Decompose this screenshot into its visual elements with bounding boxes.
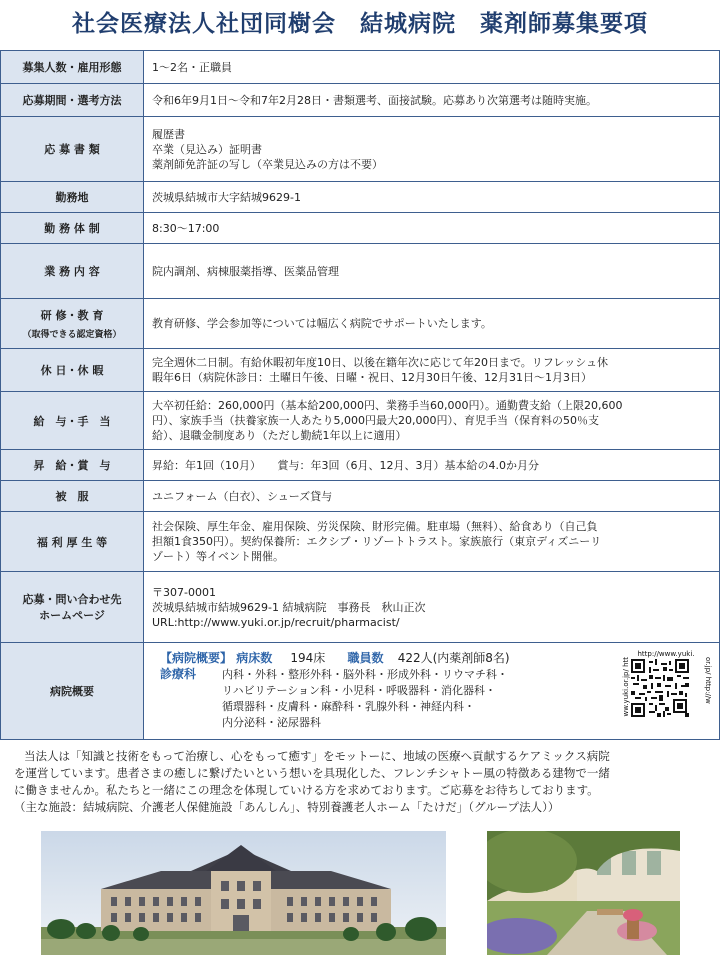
- table-row: [1, 84, 720, 117]
- table-row: [1, 182, 720, 213]
- beds-value: 194床: [290, 651, 326, 665]
- row-value: 履歴書 卒業（見込み）証明書 薬剤師免許証の写し（卒業見込みの方は不要）: [144, 117, 720, 182]
- staff-label: 職員数: [347, 651, 384, 665]
- contact-address: 茨城県結城市結城9629-1 結城病院 事務長 秋山正次: [152, 600, 426, 614]
- qr-url-top: http://www.yuki.: [637, 650, 695, 658]
- garden-photo: [487, 831, 680, 955]
- table-row: [1, 117, 720, 182]
- contact-label: 応募・問い合わせ先: [22, 593, 122, 606]
- staff-value: 422人(内薬剤師8名): [397, 651, 510, 665]
- row-value: 院内調剤、病棟服薬指導、医薬品管理: [144, 244, 720, 299]
- beds-label: 病床数: [236, 651, 273, 665]
- row-value: 大卒初任給：260,000円（基本給200,000円、業務手当60,000円）。通勤費支給（上限20,600 円）、家族手当（扶養家族一人あたり5,000円最大20,000円）、育児手当（保育料の50％支 給）、退職金制度あり（ただし勤続1年以上に適用）: [144, 392, 720, 450]
- row-value: 1〜2名・正職員: [144, 51, 720, 84]
- overview-heading: 【病院概要】: [160, 651, 233, 665]
- row-label: 勤務地: [1, 182, 144, 213]
- recruitment-table: [0, 50, 720, 740]
- row-label: 業 務 内 容: [1, 244, 144, 299]
- row-label: [1, 299, 144, 349]
- qr-block: [617, 647, 715, 735]
- department-list: 内科・外科・整形外科・脳外科・形成外科・リウマチ科・ リハビリテーション科・小児科・呼吸器科・消化器科・ 循環器科・皮膚科・麻酔科・乳腺外科・神経内科・ 内分泌科・泌尿器科: [222, 668, 508, 729]
- row-label-main: 研 修・教 育: [40, 309, 104, 322]
- qr-url-right: or.jp/ http://w: [704, 657, 712, 704]
- row-label: 勤 務 体 制: [1, 213, 144, 244]
- table-row: [1, 392, 720, 450]
- row-label: 病院概要: [1, 643, 144, 740]
- row-label: 応募期間・選考方法: [1, 84, 144, 117]
- table-row: [1, 299, 720, 349]
- row-label: 給 与・手 当: [1, 392, 144, 450]
- intro-text: 当法人は「知識と技術をもって治療し、心をもって癒す」をモットーに、地域の医療へ貢献するケアミックス病院 を運営しています。患者さまの癒しに繋げたいという想いを具現化した、フレンチシャトー風の特徴ある建物で一緒 に働きませんか。私たちと一緒にこの理念を体現していける方を求めております。ご応募をお待ちしております。 （主な施設：結城病院、介護老人保健施設「あんしん」、特別養護老人ホーム「たけだ」（グループ法人））: [14, 749, 610, 814]
- row-label: 被 服: [1, 481, 144, 512]
- table-row: [1, 512, 720, 572]
- table-row: [1, 51, 720, 84]
- department-label: 診療科: [160, 667, 197, 681]
- row-label: 応 募 書 類: [1, 117, 144, 182]
- row-value: [144, 572, 720, 643]
- row-label: 募集人数・雇用形態: [1, 51, 144, 84]
- table-row: [1, 572, 720, 643]
- row-value: 教育研修、学会参加等については幅広く病院でサポートいたします。: [144, 299, 720, 349]
- postal-code: 〒307-0001: [152, 585, 216, 599]
- row-value: ユニフォーム（白衣）、シューズ貸与: [144, 481, 720, 512]
- row-label: 昇 給・賞 与: [1, 450, 144, 481]
- hospital-overview: [144, 643, 720, 740]
- table-row: [1, 450, 720, 481]
- row-label: 休 日・休 暇: [1, 349, 144, 392]
- row-value: 完全週休二日制。有給休暇初年度10日、以後在籍年次に応じて年20日まで。リフレッシュ休 暇年6日（病院休診日：土曜日午後、日曜・祝日、12月30日午後、12月31日〜1月3日）: [144, 349, 720, 392]
- qr-code-icon[interactable]: [631, 659, 689, 717]
- row-value: 社会保険、厚生年金、雇用保険、労災保険、財形完備。駐車場（無料）、給食あり（自己負 担額1食350円）。契約保養所：エクシブ・リゾートトラスト。家族旅行（東京ディズニーリ ゾート）等イベント開催。: [144, 512, 720, 572]
- homepage-label: ホームページ: [39, 609, 105, 622]
- row-value: 8:30〜17:00: [144, 213, 720, 244]
- page-title: 社会医療法人社団同樹会 結城病院 薬剤師募集要項: [72, 11, 648, 37]
- row-label: 福 利 厚 生 等: [1, 512, 144, 572]
- hospital-building-photo: [41, 831, 446, 955]
- table-row: [1, 349, 720, 392]
- row-value: 令和6年9月1日〜令和7年2月28日・書類選考、面接試験。応募あり次第選考は随時実施。: [144, 84, 720, 117]
- row-value: 茨城県結城市大字結城9629-1: [144, 182, 720, 213]
- table-row: [1, 213, 720, 244]
- row-value: 昇給：年1回（10月） 賞与：年3回（6月、12月、3月）基本給の4.0か月分: [144, 450, 720, 481]
- table-row: [1, 643, 720, 740]
- row-label-sub: （取得できる認定資格）: [22, 330, 122, 340]
- recruit-url[interactable]: URL:http://www.yuki.or.jp/recruit/pharmacist/: [152, 615, 400, 629]
- qr-url-left: ww.yuki.or.jp/ htt: [622, 657, 630, 717]
- row-label: [1, 572, 144, 643]
- table-row: [1, 481, 720, 512]
- table-row: [1, 244, 720, 299]
